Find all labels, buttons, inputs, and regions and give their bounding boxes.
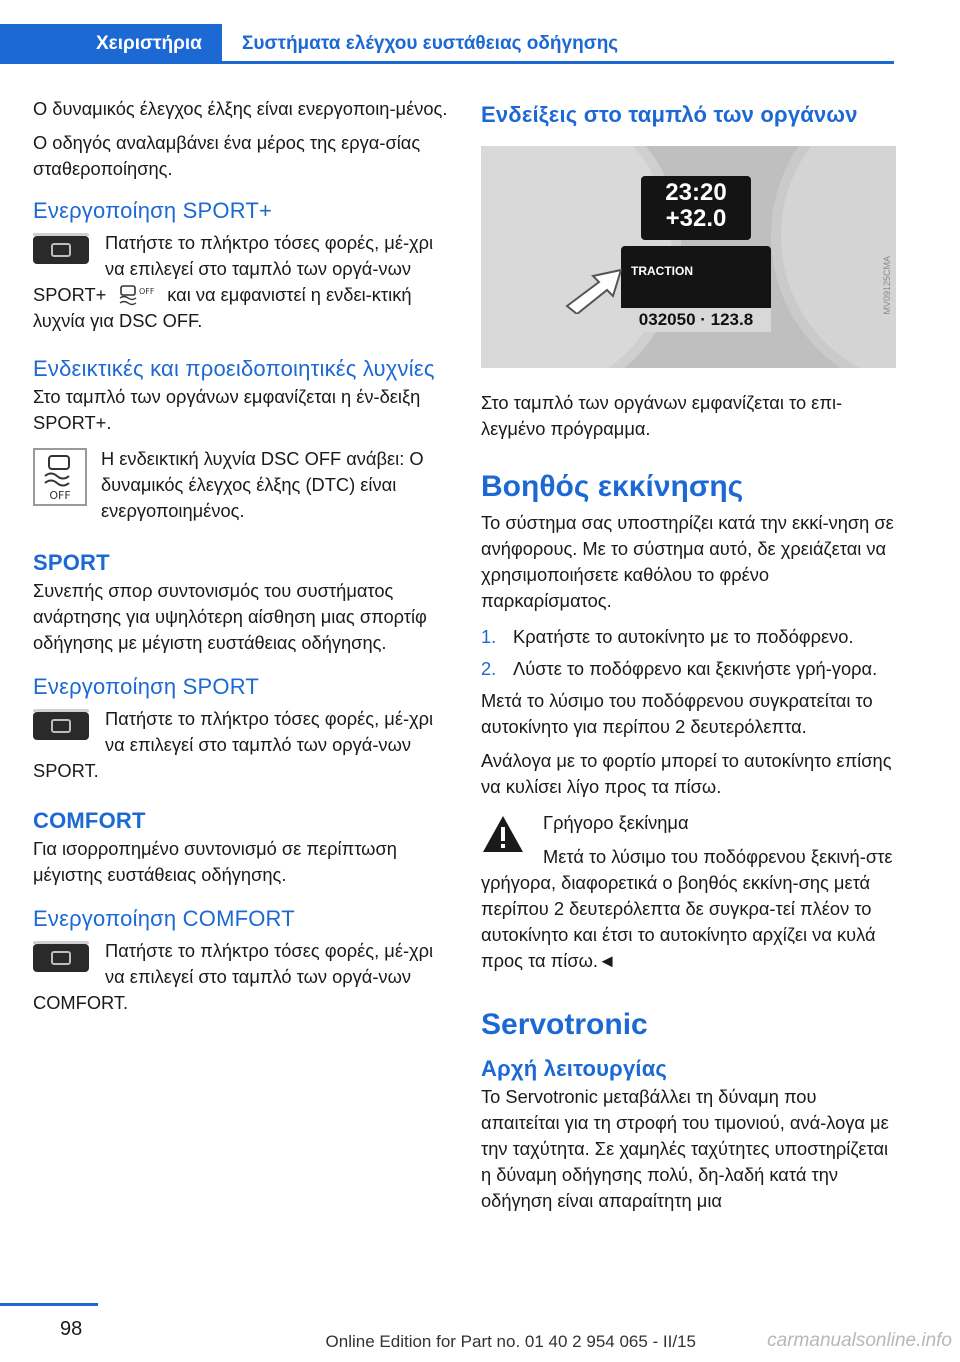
heading-sport-activation: Ενεργοποίηση SPORT [33,674,260,699]
pointer-arrow-icon [561,264,631,314]
heading-hill-start: Βοηθός εκκίνησης [481,470,744,503]
paragraph: Συνεπής σπορ συντονισμός του συστήματος ανάρτησης για υψηλότερη αίσθηση μιας σπορτίφ οδήγησης με μέγιστη ευστάθειας οδήγησης. [33,580,427,653]
mode-readout: TRACTION [631,264,693,278]
paragraph: Πατήστε το πλήκτρο τόσες φορές, μέ-χρι να επιλεγεί στο ταμπλό των οργά-νων SPORT+ [33,232,434,305]
paragraph: Πατήστε το πλήκτρο τόσες φορές, μέ-χρι να επιλεγεί στο ταμπλό των οργά-νων COMFORT. [33,940,434,1013]
heading-comfort: COMFORT [33,808,146,833]
header-rule [222,61,894,64]
site-watermark: carmanualsonline.info [767,1330,952,1351]
svg-text:OFF: OFF [138,287,155,296]
warning-text: Μετά το λύσιμο του ποδόφρενου ξεκινή-στε γρήγορα, διαφορετικά ο βοηθός εκκίνη-σης μετά περίπου 2 δευτερόλεπτα δε συγκρα-τεί πλέον το αυτοκίνητο και έτσι το αυτοκίνητο αρχίζει να κυλά προς τα πίσω.◄ [481,846,893,971]
drive-button-icon [33,944,89,972]
paragraph: Ο δυναμικός έλεγχος έλξης είναι ενεργοποιη-μένος. [33,98,448,119]
clock-readout: 23:20 [665,179,727,206]
instruction-sportplus [33,230,448,334]
heading-principle: Αρχή λειτουργίας [481,1056,668,1081]
dsc-lamp-note [33,446,448,524]
heading-sport: SPORT [33,550,110,575]
footer-rule [0,1303,98,1306]
odometer-readout: 032050 · 123.8 [621,308,771,332]
steps-list [481,624,896,682]
instruction-sport [33,706,448,784]
heading-sportplus: Ενεργοποίηση SPORT+ [33,198,273,223]
section-tab: Χειριστήρια [0,24,222,64]
page-number: 98 [60,1318,83,1340]
warning-triangle-icon [481,814,525,854]
paragraph: Για ισορροπημένο συντονισμό σε περίπτωση μέγιστης ευστάθειας οδήγησης. [33,838,397,885]
drive-button-icon [33,236,89,264]
paragraph: Η ενδεικτική λυχνία DSC OFF ανάβει: Ο δυναμικός έλεγχος έλξης (DTC) είναι ενεργοποιημένος. [101,448,424,521]
edition-note: Online Edition for Part no. 01 40 2 954 065 - II/15 [325,1332,696,1351]
warning-title: Γρήγορο ξεκίνημα [543,812,689,833]
instruction-comfort [33,938,448,1016]
paragraph: Πατήστε το πλήκτρο τόσες φορές, μέ-χρι να επιλεγεί στο ταμπλό των οργά-νων SPORT. [33,708,434,781]
paragraph: και να εμφανιστεί η ενδει-κτική λυχνία για DSC OFF. [33,284,412,331]
paragraph: Στο ταμπλό των οργάνων εμφανίζεται η έν-δειξη SPORT+. [33,386,421,433]
chapter-title: Συστήματα ελέγχου ευστάθειας οδήγησης [242,33,619,54]
image-code: MV09125CMA [882,256,892,315]
page-header [0,0,960,66]
heading-comfort-activation: Ενεργοποίηση COMFORT [33,906,295,931]
paragraph: Στο ταμπλό των οργάνων εμφανίζεται το επι-λεγμένο πρόγραμμα. [481,392,843,439]
paragraph: Ο οδηγός αναλαμβάνει ένα μέρος της εργα-σίας σταθεροποίησης. [33,132,421,179]
paragraph: Μετά το λύσιμο του ποδόφρενου συγκρατείται το αυτοκίνητο για περίπου 2 δευτερόλεπτα. [481,690,873,737]
dsc-off-small-icon [117,284,157,306]
dsc-icon-label: OFF [49,489,71,502]
left-column [33,96,448,1016]
warning-note [481,810,896,974]
instrument-cluster-image [481,146,896,368]
dsc-off-icon [33,448,87,506]
paragraph: Το σύστημα σας υποστηρίζει κατά την εκκί-νηση σε ανήφορους. Με το σύστημα αυτό, δε χρειάζεται να χρησιμοποιήσετε καθόλου το φρένο παρκαρίσματος. [481,512,894,611]
list-item: 1. Κρατήστε το αυτοκίνητο με το ποδόφρενο. [481,626,854,647]
right-dial [771,146,896,368]
heading-lamps: Ενδεικτικές και προειδοποιητικές λυχνίες [33,356,435,381]
paragraph: Το Servotronic μεταβάλλει τη δύναμη που απαιτείται για τη στροφή του τιμονιού, ανά-λογα με την ταχύτητα. Σε χαμηλές ταχύτητες υποστηρίζεται η δύναμη οδήγησης πολύ, δη-λαδή κατά την οδήγηση είναι απαραίτητη μια [481,1086,889,1211]
heading-indications: Ενδείξεις στο ταμπλό των οργάνων [481,102,858,127]
heading-servotronic: Servotronic [481,1008,648,1041]
paragraph: Ανάλογα με το φορτίο μπορεί το αυτοκίνητο επίσης να κυλίσει λίγο προς τα πίσω. [481,750,892,797]
drive-button-icon [33,712,89,740]
temperature-readout: +32.0 [665,205,727,232]
list-item: 2. Λύστε το ποδόφρενο και ξεκινήστε γρή-γορα. [481,658,878,679]
right-column [481,100,896,1214]
